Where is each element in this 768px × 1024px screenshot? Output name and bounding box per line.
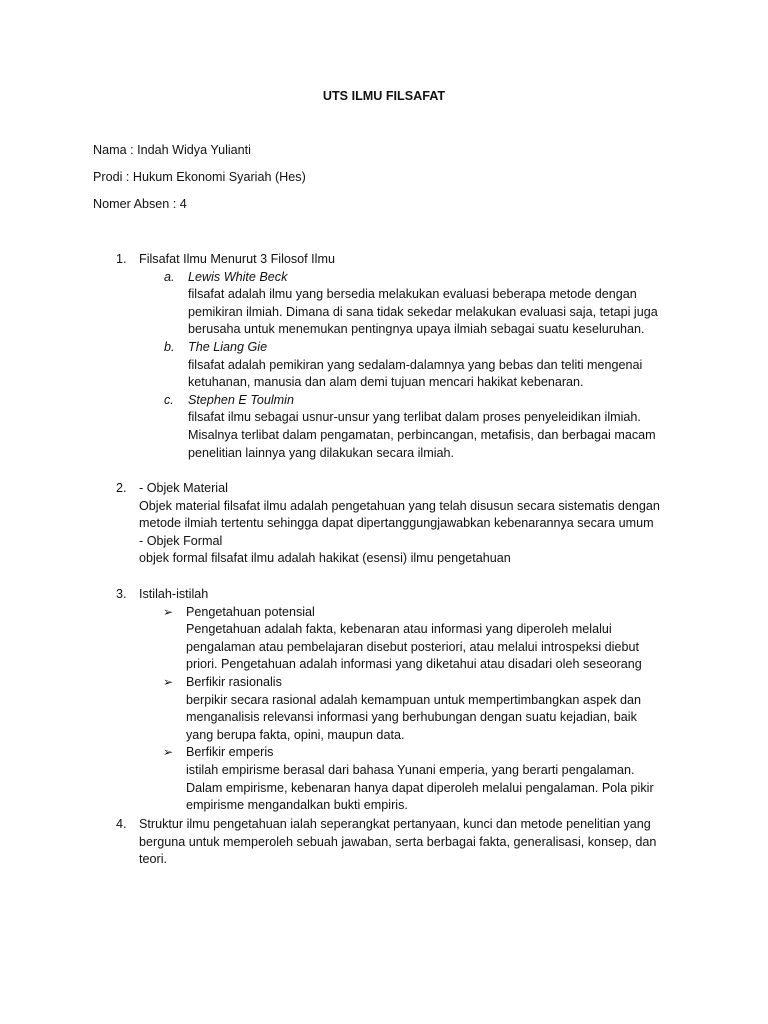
list-number: 4. bbox=[116, 817, 127, 831]
philosopher-definition: filsafat adalah ilmu yang bersedia melakukan evaluasi beberapa metode dengan pemikiran ilmiah. Dimana di sana tidak sekedar melakukan evaluasi saja, tetapi juga berusaha untuk menemukan pentingnya upaya ilmiah sebagai suatu keseluruhan. bbox=[188, 287, 658, 337]
philosopher-entry bbox=[139, 392, 679, 462]
term-definition: istilah empirisme berasal dari bahasa Yunani emperia, yang berarti pengalaman. Dalam empirisme, kebenaran hanya dapat diperoleh melalui pengalaman. Pola pikir empirisme mengandalkan bukti empiris. bbox=[186, 762, 654, 813]
list-item-body bbox=[139, 480, 679, 568]
student-name: Nama : Indah Widya Yulianti bbox=[93, 143, 251, 157]
philosopher-name: The Liang Gie bbox=[188, 339, 268, 354]
philosopher-entry bbox=[139, 269, 679, 339]
list-item-heading: Istilah-istilah bbox=[139, 587, 209, 601]
material-object-heading: - Objek Material bbox=[139, 481, 228, 495]
study-program: Prodi : Hukum Ekonomi Syariah (Hes) bbox=[93, 170, 306, 184]
term-name: Berfikir rasionalis bbox=[186, 674, 282, 689]
philosopher-name: Stephen E Toulmin bbox=[188, 392, 294, 407]
arrow-bullet-icon: ➢ bbox=[163, 745, 174, 760]
arrow-bullet-icon: ➢ bbox=[163, 674, 174, 689]
list-item-heading: Filsafat Ilmu Menurut 3 Filosof Ilmu bbox=[139, 252, 335, 266]
list-item-body bbox=[139, 816, 679, 869]
material-object-text: Objek material filsafat ilmu adalah pengetahuan yang telah disusun secara sistematis dengan metode ilmiah tertentu sehingga dapat dipertanggungjawabkan kebenarannya secara umum bbox=[139, 498, 660, 531]
list-item-body bbox=[139, 251, 679, 462]
list-number: 2. bbox=[116, 481, 127, 495]
formal-object-text: objek formal filsafat ilmu adalah hakikat (esensi) ilmu pengetahuan bbox=[139, 551, 511, 566]
term-name: Berfikir emperis bbox=[186, 745, 274, 760]
arrow-bullet-icon: ➢ bbox=[163, 604, 174, 619]
sub-marker: a. bbox=[164, 269, 175, 284]
formal-object-heading: - Objek Formal bbox=[139, 533, 223, 548]
philosopher-definition: filsafat ilmu sebagai usnur-unsur yang terlibat dalam proses penyeleidikan ilmiah. Misalnya terlibat dalam pengamatan, perbincangan, metafisis, dan berbagai macam penelitian lainnya yang dilakukan secara ilmiah. bbox=[188, 410, 656, 460]
philosopher-definition: filsafat adalah pemikiran yang sedalam-dalamnya yang bebas dan teliti mengenai ketuhanan, manusia dan alam demi tujuan mencari hakikat kebenaran. bbox=[188, 357, 643, 390]
attendance-number: Nomer Absen : 4 bbox=[93, 197, 187, 211]
list-item-text: Struktur ilmu pengetahuan ialah seperangkat pertanyaan, kunci dan metode penelitian yang berguna untuk memperoleh sebuah jawaban, serta berbagai fakta, generalisasi, konsep, dan teori. bbox=[139, 817, 657, 867]
philosopher-entry bbox=[139, 339, 679, 392]
term-entry bbox=[139, 744, 679, 814]
list-number: 1. bbox=[116, 252, 127, 266]
sub-marker: b. bbox=[164, 339, 175, 354]
list-item-body bbox=[139, 586, 679, 815]
term-definition: berpikir secara rasional adalah kemampuan untuk mempertimbangkan aspek dan menganalisis relevansi informasi yang berhubungan dengan suatu kejadian, baik yang berupa fakta, opini, maupun data. bbox=[186, 692, 642, 742]
sub-marker: c. bbox=[164, 392, 174, 407]
document-title: UTS ILMU FILSAFAT bbox=[322, 89, 446, 103]
term-definition: Pengetahuan adalah fakta, kebenaran atau informasi yang diperoleh melalui pengalaman atau pembelajaran disebut posteriori, atau melalui introspeksi diebut priori. Pengetahuan adalah informasi yang diketahui atau disadari oleh seseorang bbox=[186, 622, 642, 672]
term-entry bbox=[139, 674, 679, 744]
term-entry bbox=[139, 604, 679, 674]
list-number: 3. bbox=[116, 587, 127, 601]
philosopher-name: Lewis White Beck bbox=[188, 269, 288, 284]
term-name: Pengetahuan potensial bbox=[186, 604, 315, 619]
